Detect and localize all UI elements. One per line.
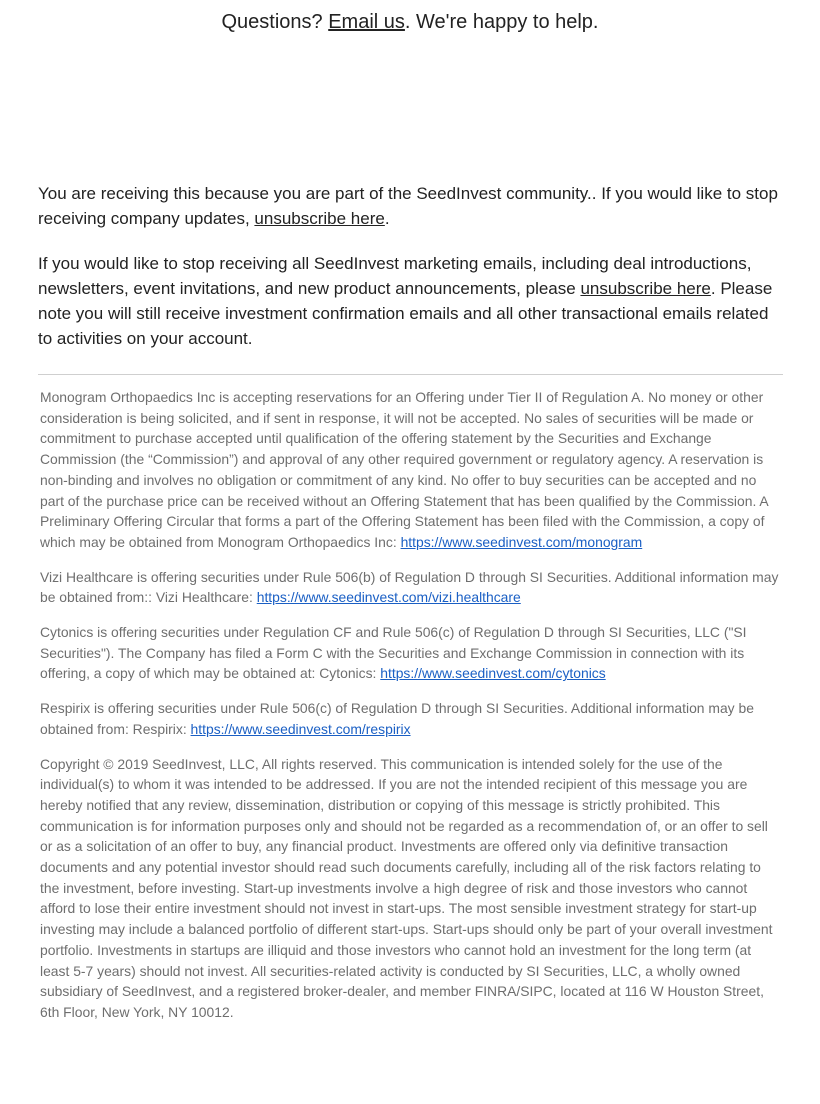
monogram-disclaimer-text: Monogram Orthopaedics Inc is accepting reservations for an Offering under Tier II of Regulation A. No money or other consideration is being solicited, and if sent in response, it will not be accepted. No sales of securities will be made or commitment to purchase accepted until qualification of the offering statement by the Securities and Exchange Commission (the “Commission”) and approval of any other required government or regulatory agency. A reservation is non-binding and involves no obligation or commitment of any kind. No offer to buy securities can be accepted and no part of the purchase price can be received without an Offering Statement that has been qualified by the Commission. A Preliminary Offering Circular that forms a part of the Offering Statement has been filed with the Commission, a copy of which may be obtained from Monogram Orthopaedics Inc: bbox=[40, 389, 768, 550]
respirix-disclaimer bbox=[40, 698, 784, 739]
legal-disclaimers bbox=[40, 387, 784, 1037]
cytonics-disclaimer-text: Cytonics is offering securities under Regulation CF and Rule 506(c) of Regulation D through SI Securities, LLC ("SI Securities"). The Company has filed a Form C with the Securities and Exchange Commission in connection with its offering, a copy of which may be obtained at: Cytonics: bbox=[40, 624, 747, 682]
marketing-notice bbox=[38, 251, 782, 351]
unsubscribe-company-updates-link[interactable]: unsubscribe here bbox=[254, 209, 385, 228]
respirix-disclaimer-text: Respirix is offering securities under Rule 506(c) of Regulation D through SI Securities. Additional information may be obtained from: Respirix: bbox=[40, 700, 754, 737]
vizi-healthcare-link[interactable]: https://www.seedinvest.com/vizi.healthcare bbox=[256, 589, 521, 606]
questions-suffix: . We're happy to help. bbox=[404, 11, 599, 33]
unsubscribe-marketing-link[interactable]: unsubscribe here bbox=[580, 279, 711, 298]
questions-prefix: Questions? bbox=[221, 11, 329, 33]
copyright-notice: Copyright © 2019 SeedInvest, LLC, All rights reserved. This communication is intended solely for the use of the individual(s) to whom it was intended to be addressed. If you are not the intended recipient of this message you are hereby notified that any review, dissemination, distribution or copying of this message is strictly prohibited. This communication is for information purposes only and should not be regarded as a recommendation of, or an offer to sell or as a solicitation of an offer to buy, any financial product. Investments are offered only via definitive transaction documents and any potential investor should read such documents carefully, including all of the risk factors relating to the investment, before investing. Start-up investments involve a high degree of risk and those investors who cannot afford to lose their entire investment should not invest in start-ups. The most sensible investment strategy for start-up investing may include a balanced portfolio of different start-ups. Start-ups should only be part of your overall investment portfolio. Investments in startups are illiquid and those investors who cannot hold an investment for the long term (at least 5-7 years) should not invest. All securities-related activity is conducted by SI Securities, LLC, a wholly owned subsidiary of SeedInvest, and a registered broker-dealer, and member FINRA/SIPC, located at 116 W Houston Street, 6th Floor, New York, NY 10012. bbox=[40, 755, 773, 1020]
vizi-disclaimer bbox=[40, 567, 784, 608]
monogram-link[interactable]: https://www.seedinvest.com/monogram bbox=[400, 533, 643, 550]
cytonics-disclaimer bbox=[40, 622, 784, 684]
community-notice bbox=[38, 181, 782, 231]
section-divider bbox=[38, 374, 783, 375]
monogram-disclaimer bbox=[40, 387, 784, 553]
questions-line bbox=[0, 8, 820, 36]
marketing-notice-end: . Please note you will still receive investment confirmation emails and all other transactional emails related to activities on your account. bbox=[38, 279, 773, 348]
email-us-link[interactable]: Email us bbox=[328, 11, 405, 33]
community-notice-end: . bbox=[384, 209, 390, 228]
respirix-link[interactable]: https://www.seedinvest.com/respirix bbox=[190, 720, 411, 737]
marketing-notice-text: If you would like to stop receiving all SeedInvest marketing emails, including deal introductions, newsletters, event invitations, and new product announcements, please bbox=[38, 254, 752, 298]
cytonics-link[interactable]: https://www.seedinvest.com/cytonics bbox=[380, 665, 606, 682]
community-notice-text: You are receiving this because you are part of the SeedInvest community.. If you would like to stop receiving company updates, bbox=[38, 184, 778, 228]
vizi-disclaimer-text: Vizi Healthcare is offering securities under Rule 506(b) of Regulation D through SI Securities. Additional information may be obtained from:: Vizi Healthcare: bbox=[40, 568, 779, 606]
